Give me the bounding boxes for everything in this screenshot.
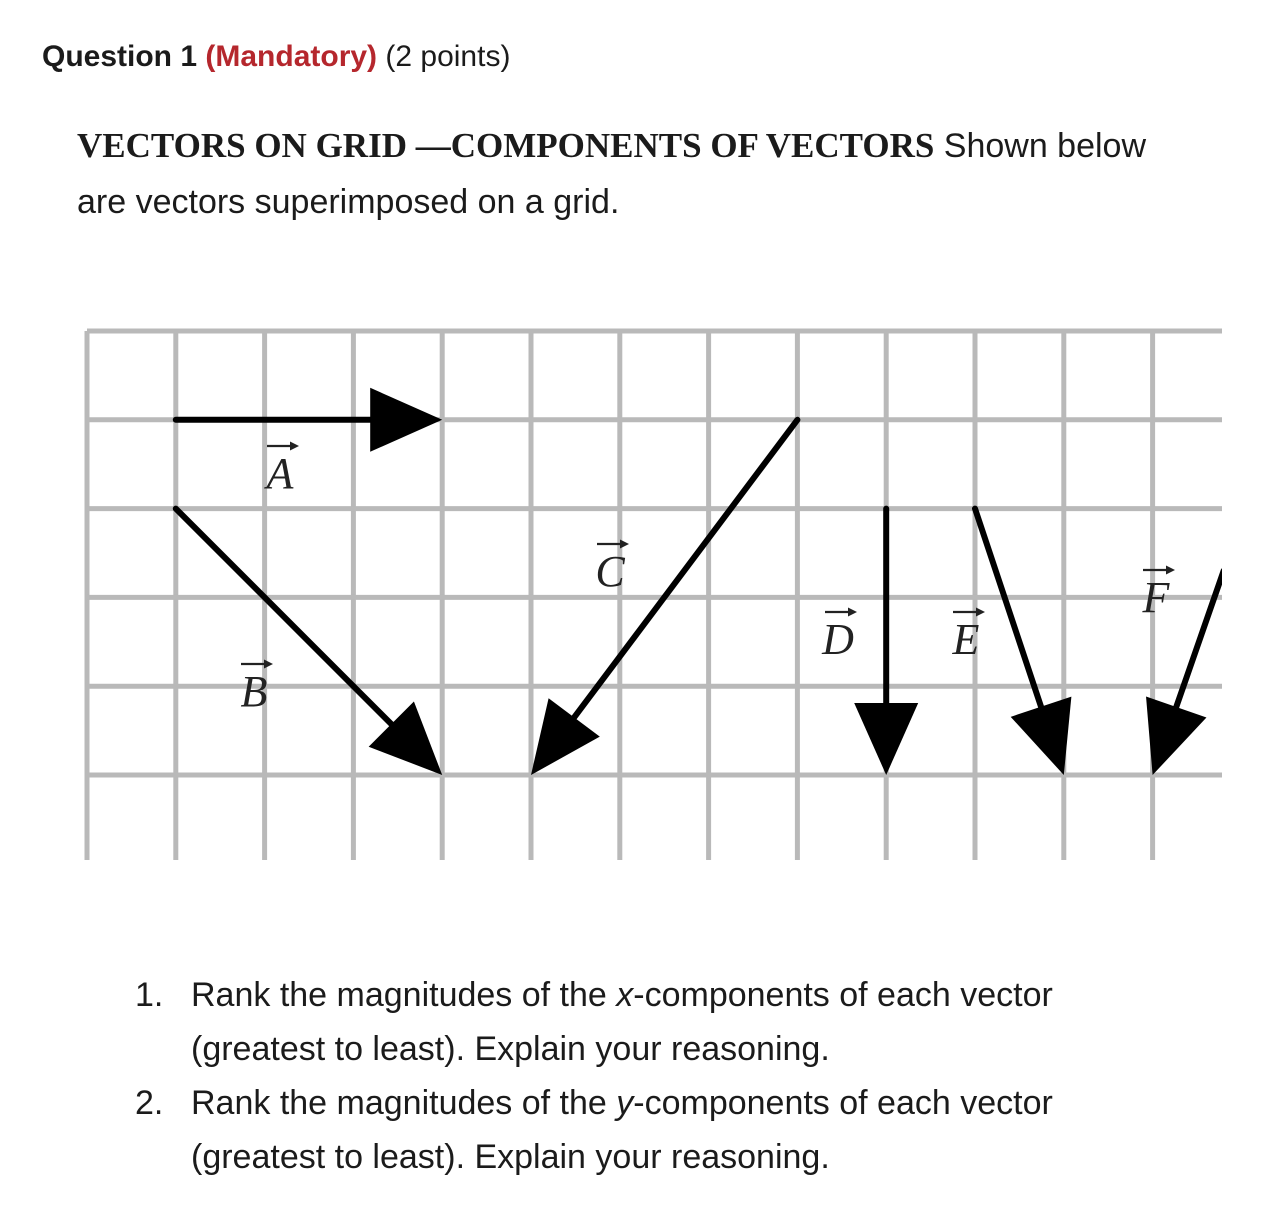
vector-label-arrowhead: [1166, 566, 1175, 575]
vector-label-a: [264, 442, 299, 499]
vector-label-text: D: [822, 615, 854, 664]
vector-shaft: [1175, 571, 1224, 711]
vector-label-arrowhead: [290, 442, 299, 451]
vector-e: [975, 509, 1071, 775]
vector-arrowhead: [370, 388, 442, 452]
vector-shaft: [176, 509, 394, 727]
question-text-start: Rank the magnitudes of the: [191, 1084, 617, 1122]
question-item-number: 1.: [135, 976, 164, 1014]
question-text-end: -components of each vector (greatest to least). Explain your reasoning.: [191, 976, 1053, 1068]
vector-b: [176, 509, 442, 775]
question-variable: y: [616, 1084, 634, 1122]
intro-title: VECTORS ON GRID —COMPONENTS OF VECTORS: [77, 126, 935, 165]
vector-label-c: [595, 540, 629, 597]
vectors: [176, 388, 1224, 775]
vector-shaft: [975, 509, 1042, 711]
question-number: Question 1: [42, 40, 198, 73]
question-item-number: 2.: [135, 1084, 164, 1122]
question-item-1: [135, 968, 1195, 1076]
question-text-end: -components of each vector (greatest to least). Explain your reasoning.: [191, 1084, 1053, 1176]
vector-arrowhead: [531, 698, 600, 775]
vector-label-text: C: [595, 547, 625, 596]
vector-label-arrowhead: [976, 608, 985, 617]
vector-label-text: F: [1142, 573, 1170, 622]
vector-label-arrowhead: [264, 660, 273, 669]
question-item-2: [135, 1076, 1195, 1184]
points-label: (2 points): [385, 40, 511, 73]
vector-a: [176, 388, 442, 452]
question-list: [135, 968, 1195, 1184]
vector-label-d: [821, 608, 857, 665]
vector-label-text: B: [240, 667, 268, 716]
mandatory-tag: (Mandatory): [205, 40, 378, 73]
vector-label-text: E: [952, 615, 980, 664]
vector-d: [854, 509, 918, 775]
question-text-start: Rank the magnitudes of the: [191, 976, 617, 1014]
question-variable: x: [616, 976, 634, 1014]
vector-arrowhead: [1146, 696, 1206, 775]
vector-arrowhead: [1011, 697, 1072, 775]
vector-arrowhead: [854, 703, 918, 775]
intro-text: Shown below are vectors superimposed on a grid.: [77, 127, 1147, 221]
vector-label-text: A: [266, 449, 294, 498]
vector-label-f: [1142, 566, 1175, 623]
vector-label-e: [952, 608, 985, 665]
